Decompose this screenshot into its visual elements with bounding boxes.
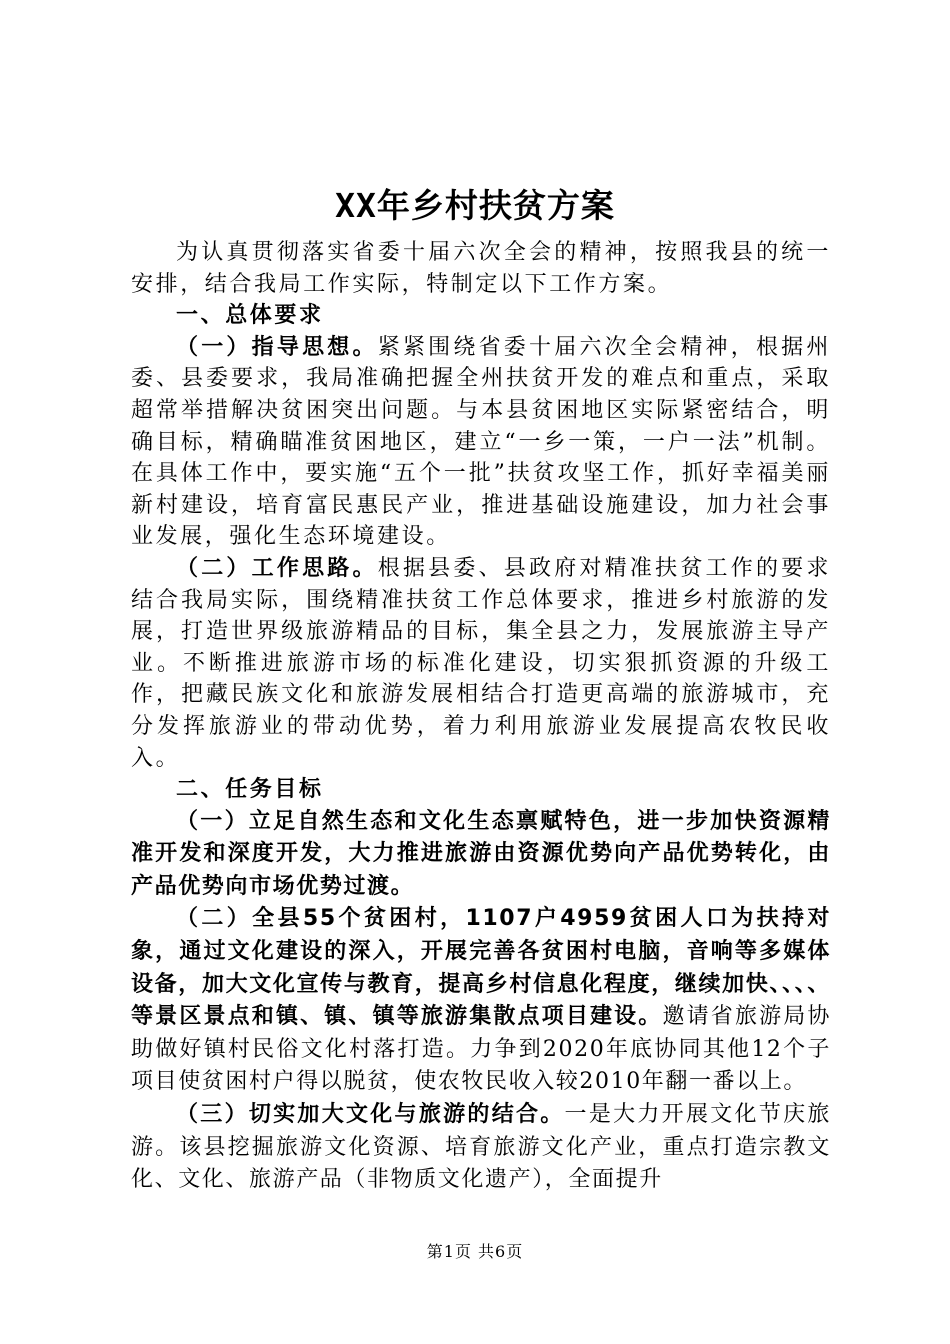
work-approach-lead: （二）工作思路。 (176, 555, 378, 581)
section-heading-task-goals: 二、任务目标 (176, 777, 324, 803)
task-goal-1-paragraph: （一）立足自然生态和文化生态禀赋特色，进一步加快资源精准开发和深度开发，大力推进旅游由资源优势向产品优势转化，由产品优势向市场优势过渡。 (131, 808, 831, 899)
page-number-footer: 第1页 共6页 (426, 1242, 524, 1261)
intro-paragraph: 为认真贯彻落实省委十届六次全会的精神，按照我县的统一安排，结合我局工作实际，特制定以下工作方案。 (131, 240, 831, 297)
guiding-ideology-lead: （一）指导思想。 (176, 334, 378, 360)
guiding-ideology-text: 紧紧围绕省委十届六次全会精神，根据州委、县委要求，我局准确把握全州扶贫开发的难点和重点，采取超常举措解决贫困突出问题。与本县贫困地区实际紧密结合，明确目标，精确瞄准贫困地区，建立“一乡一策，一户一法”机制。在具体工作中，要实施“五个一批”扶贫攻坚工作，抓好幸福美丽新村建设，培育富民惠民产业，推进基础设施建设，加力社会事业发展，强化生态环境建设。 (131, 334, 831, 550)
task-goal-3-paragraph (131, 1099, 831, 1197)
task-goal-2-bold: （二）全县55个贫困村，1107户4959贫困人口为扶持对象，通过文化建设的深入，开展完善各贫困村电脑，音响等多媒体设备，加大文化宣传与教育，提高乡村信息化程度，继续加快、、、、等景区景点和镇、镇、镇等旅游集散点项目建设。 (131, 906, 831, 1030)
guiding-ideology-paragraph (131, 332, 831, 553)
task-goal-2-paragraph (131, 903, 831, 1099)
section-heading-overall-requirements: 一、总体要求 (176, 303, 324, 329)
work-approach-paragraph (131, 553, 831, 774)
task-goal-3-text: 一是大力开展文化节庆旅游。该县挖掘旅游文化资源、培育旅游文化产业，重点打造宗教文化、文化、旅游产品（非物质文化遗产），全面提升 (131, 1102, 831, 1193)
document-body (131, 237, 831, 1197)
task-goal-3-lead: （三）切实加大文化与旅游的结合。 (176, 1102, 565, 1128)
task-goal-2-text: 邀请省旅游局协助做好镇村民俗文化村落打造。力争到2020年底协同其他12个子项目使贫困村户得以脱贫，使农牧民收入较2010年翻一番以上。 (131, 1004, 832, 1095)
work-approach-text: 根据县委、县政府对精准扶贫工作的要求结合我局实际，围绕精准扶贫工作总体要求，推进乡村旅游的发展，打造世界级旅游精品的目标，集全县之力，发展旅游主导产业。不断推进旅游市场的标准化建设，切实狠抓资源的升级工作，把藏民族文化和旅游发展相结合打造更高端的旅游城市，充分发挥旅游业的带动优势，着力利用旅游业发展提高农牧民收入。 (131, 555, 831, 771)
document-title: XX年乡村扶贫方案 (335, 186, 615, 225)
